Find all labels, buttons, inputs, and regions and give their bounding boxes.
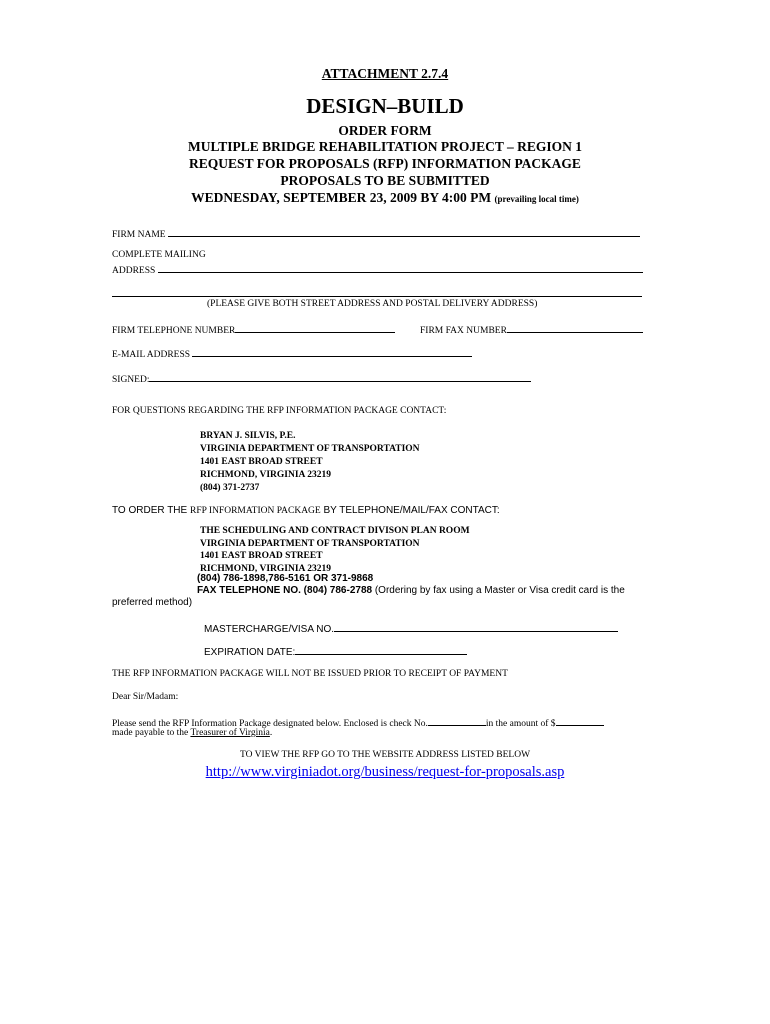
payment-text-2: in the amount of $ — [485, 719, 556, 729]
planroom-street: 1401 EAST BROAD STREET — [200, 551, 323, 561]
address-note: (PLEASE GIVE BOTH STREET ADDRESS AND POSTAL DELIVERY ADDRESS) — [207, 299, 538, 309]
address-line-2[interactable] — [112, 296, 642, 297]
document-title: DESIGN–BUILD — [306, 94, 464, 118]
order-contact-block — [200, 525, 470, 575]
card-line[interactable] — [334, 622, 618, 632]
mailing-address-line[interactable] — [158, 263, 643, 273]
salutation: Dear Sir/Madam: — [112, 692, 179, 702]
email-line[interactable] — [192, 347, 472, 357]
fax-line-block — [197, 585, 625, 596]
deadline-text: WEDNESDAY, SEPTEMBER 23, 2009 BY 4:00 PM — [191, 190, 492, 205]
order-intro-a: TO ORDER THE — [112, 505, 190, 516]
signed-field[interactable] — [112, 372, 531, 385]
telephone-label: FIRM TELEPHONE NUMBER — [112, 326, 236, 336]
telephone-line[interactable] — [235, 323, 395, 333]
fax-note-continued: preferred method) — [112, 597, 193, 608]
header-order-form: ORDER FORM — [338, 123, 432, 138]
expiration-label: EXPIRATION DATE: — [204, 647, 296, 658]
header-submitted: PROPOSALS TO BE SUBMITTED — [280, 173, 490, 188]
expiration-field[interactable] — [204, 645, 467, 658]
expiration-line[interactable] — [295, 645, 467, 655]
fax-label: FIRM FAX NUMBER — [420, 326, 507, 336]
website-link-row — [0, 764, 770, 781]
payment-text-4: . — [269, 728, 273, 738]
telephone-field[interactable] — [112, 323, 395, 336]
contact-name: BRYAN J. SILVIS, P.E. — [200, 431, 296, 441]
card-field[interactable] — [204, 622, 618, 635]
header-rfp: REQUEST FOR PROPOSALS (RFP) INFORMATION PACKAGE — [189, 156, 581, 171]
payment-text-3: made payable to the — [112, 728, 191, 738]
contact-street: 1401 EAST BROAD STREET — [200, 457, 323, 467]
contact-city: RICHMOND, VIRGINIA 23219 — [200, 470, 331, 480]
payment-notice: THE RFP INFORMATION PACKAGE WILL NOT BE ISSUED PRIOR TO RECEIPT OF PAYMENT — [112, 669, 508, 679]
mailing-label-2: ADDRESS — [112, 266, 156, 276]
payment-body-2 — [112, 728, 272, 738]
mailing-label-1: COMPLETE MAILING — [112, 250, 206, 260]
fax-line[interactable] — [507, 323, 643, 333]
website-intro: TO VIEW THE RFP GO TO THE WEBSITE ADDRESS LISTED BELOW — [239, 750, 531, 760]
order-intro-c: BY TELEPHONE/MAIL/FAX CONTACT: — [320, 505, 500, 516]
firm-name-label: FIRM NAME — [112, 230, 166, 240]
amount-line[interactable] — [556, 716, 604, 726]
mailing-address-field[interactable] — [112, 263, 643, 276]
order-intro — [112, 500, 500, 518]
questions-contact-block — [200, 430, 420, 495]
website-link[interactable]: http://www.virginiadot.org/business/request-for-proposals.asp — [205, 764, 565, 780]
contact-department: VIRGINIA DEPARTMENT OF TRANSPORTATION — [200, 444, 420, 454]
fax-telephone: FAX TELEPHONE NO. (804) 786-2788 — [197, 585, 373, 596]
planroom-city: RICHMOND, VIRGINIA 23219 — [200, 563, 331, 574]
card-label: MASTERCHARGE/VISA NO. — [204, 624, 335, 635]
check-number-line[interactable] — [428, 716, 486, 726]
planroom-department: VIRGINIA DEPARTMENT OF TRANSPORTATION — [200, 538, 420, 549]
payment-text-1: Please send the RFP Information Package designated below. Enclosed is check No. — [112, 719, 428, 729]
contact-phone: (804) 371-2737 — [200, 483, 260, 493]
email-label: E-MAIL ADDRESS — [112, 350, 191, 360]
header-project: MULTIPLE BRIDGE REHABILITATION PROJECT – REGION 1 — [187, 139, 583, 154]
order-intro-b: RFP INFORMATION PACKAGE — [189, 506, 321, 516]
firm-name-field[interactable] — [112, 227, 640, 240]
payee: Treasurer of Virginia — [190, 728, 270, 738]
firm-name-line[interactable] — [168, 227, 640, 237]
header-deadline — [0, 190, 770, 206]
attachment-label: ATTACHMENT 2.7.4 — [321, 66, 449, 81]
email-field[interactable] — [112, 347, 472, 360]
questions-intro: FOR QUESTIONS REGARDING THE RFP INFORMATION PACKAGE CONTACT: — [112, 406, 447, 416]
deadline-note: (prevailing local time) — [494, 194, 579, 204]
planroom-name: THE SCHEDULING AND CONTRACT DIVISON PLAN ROOM — [200, 526, 470, 536]
fax-field[interactable] — [420, 323, 643, 336]
signed-label: SIGNED: — [112, 375, 150, 385]
fax-note: (Ordering by fax using a Master or Visa credit card is the — [372, 585, 625, 596]
planroom-phones: (804) 786-1898,786-5161 OR 371-9868 — [197, 573, 374, 584]
signed-line[interactable] — [149, 372, 531, 382]
